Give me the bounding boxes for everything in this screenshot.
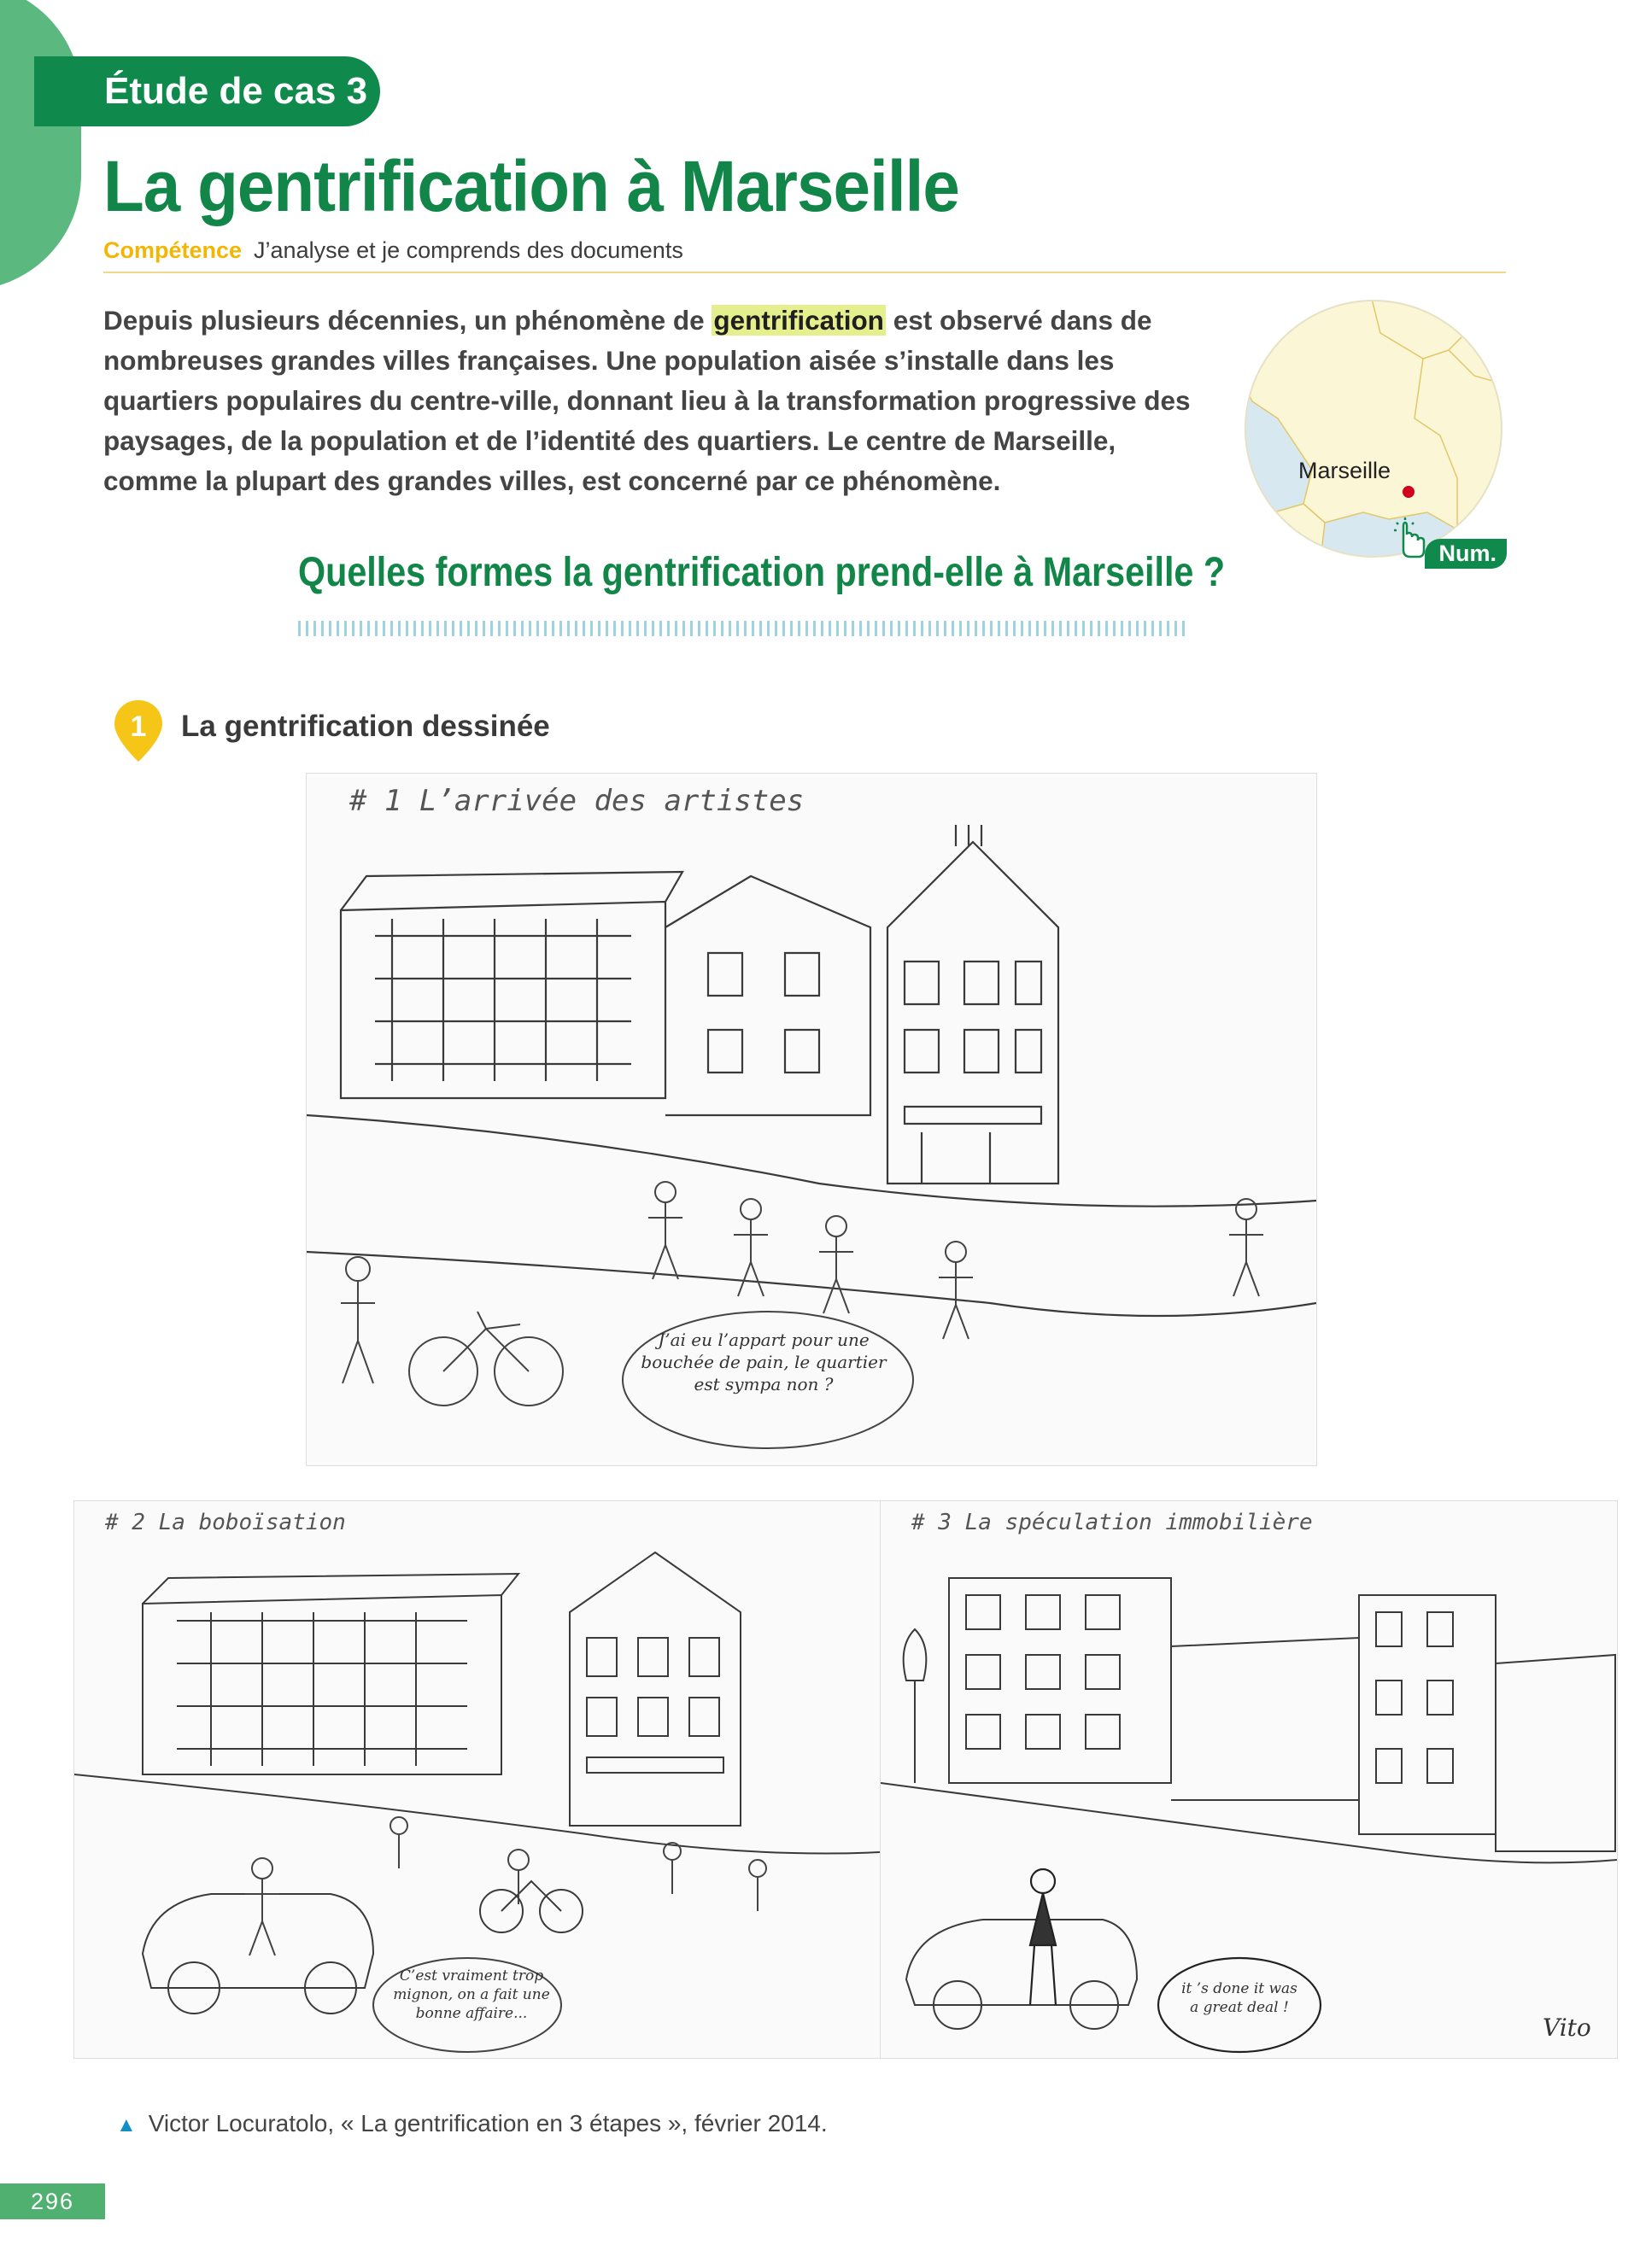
intro-text-start: Depuis plusieurs décennies, un phénomène de [103,305,712,336]
document-title: La gentrification dessinée [181,710,550,743]
header-divider [103,272,1506,273]
locator-map [1244,299,1504,559]
panel-3-caption: # 3 La spéculation immobilière [911,1510,1313,1535]
document-number: 1 [130,710,147,743]
document-source [116,2107,828,2142]
marseille-marker [1403,486,1414,498]
cartoon-panel-3 [880,1500,1618,2059]
panel-2-speech-bubble: C’est vraiment trop mignon, on a fait une bonne affaire... [393,1967,550,2022]
case-study-label: Étude de cas 3 [34,56,380,126]
competence-line [103,235,683,266]
panel-1-speech-bubble: J’ai eu l’appart pour une bouchée de pain, le quartier est sympa non ? [641,1330,887,1394]
competence-text: J’analyse et je comprends des documents [254,237,683,263]
cartoon-panel-2 [73,1500,897,2059]
page-title: La gentrification à Marseille [103,146,959,226]
question-underline [298,621,1186,636]
digital-resource-button[interactable]: Num. [1425,539,1507,569]
competence-label: Compétence [103,237,243,263]
intro-text-end: est observé dans de nombreuses grandes villes françaises. Une population aisée s’installe dans les quartiers populaires du centre-ville, donnant lieu à la transformation progressive des paysages, de la population et de l’identité des quartiers. Le centre de Marseille, comme la plupart des grandes villes, est concerné par ce phénomène. [103,305,1191,496]
map-city-label: Marseille [1298,458,1391,483]
source-text: Victor Locuratolo, « La gentrification en 3 étapes », février 2014. [148,2110,828,2136]
source-triangle-icon: ▲ [116,2113,137,2136]
problem-question: Quelles formes la gentrification prend-elle à Marseille ? [298,550,1226,595]
panel-2-caption: # 2 La boboïsation [105,1510,346,1535]
artist-signature: Vito [1543,2014,1591,2042]
corner-decoration [0,0,81,290]
intro-paragraph [103,301,1214,501]
keyword-highlight[interactable]: gentrification [713,305,884,336]
panel-1-caption: # 1 L’arrivée des artistes [349,784,805,818]
panel-3-speech-bubble: it ’s done it was a great deal ! [1181,1980,1297,2016]
page-number: 296 [0,2183,105,2219]
cartoon-panel-1 [306,773,1317,1466]
